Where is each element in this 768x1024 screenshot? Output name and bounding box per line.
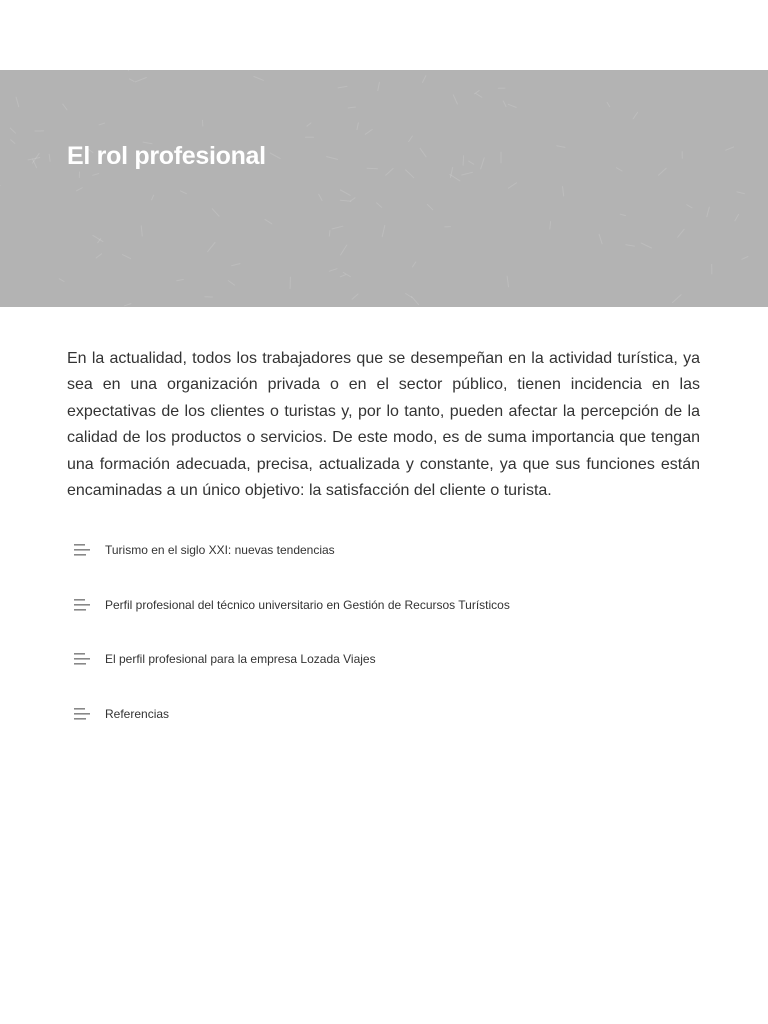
- banner-dash: [607, 102, 610, 106]
- banner-dash: [265, 219, 272, 223]
- banner-dash: [93, 235, 103, 241]
- banner-dash: [208, 243, 215, 252]
- banner-dash: [507, 276, 508, 287]
- banner-dash: [377, 203, 382, 208]
- banner-dash: [228, 281, 234, 286]
- banner-dash: [212, 209, 219, 216]
- banner-dash: [340, 190, 350, 195]
- banner-dash: [406, 294, 412, 298]
- toc-item-label: El perfil profesional para la empresa Lozada Viajes: [105, 652, 376, 666]
- banner-dash-pattern: [0, 70, 768, 307]
- banner-dash: [341, 245, 347, 255]
- intro-paragraph: En la actualidad, todos los trabajadores que se desempeñan en la actividad turística, ya sea en una organización privada o en el sector público, tienen incidencia en las expectativas de los clientes o turistas y, por lo tanto, pueden afectar la percepción de la calidad de los productos o servicios. De este modo, es de suma importancia que tengan una formación adecuada, precisa, actualizada y constante, ya que sus funciones están encaminadas a un único objetivo: la satisfacción del cliente o turista.: [67, 350, 700, 500]
- banner-dash: [409, 136, 413, 142]
- banner-dash: [329, 231, 330, 237]
- banner-dash: [427, 204, 433, 209]
- banner-dash: [365, 129, 372, 134]
- banner-dash: [707, 207, 710, 217]
- header-banner: [0, 70, 768, 307]
- banner-dash: [11, 140, 15, 144]
- banner-dash: [616, 168, 622, 171]
- banner-dash: [77, 188, 83, 191]
- banner-dash: [348, 107, 355, 108]
- banner-dash: [270, 153, 280, 159]
- banner-dash: [508, 104, 516, 107]
- banner-dash: [658, 168, 666, 175]
- toc-item-referencias[interactable]: [67, 701, 700, 727]
- banner-dash: [378, 82, 380, 90]
- banner-dash: [508, 183, 516, 188]
- banner-dash: [340, 275, 345, 277]
- banner-dash: [475, 91, 480, 94]
- text-lines-icon: [74, 599, 90, 611]
- banner-dash: [550, 222, 551, 230]
- toc-item-label: Turismo en el siglo XXI: nuevas tendencias: [105, 543, 335, 557]
- banner-dash: [469, 161, 474, 164]
- text-lines-icon: [74, 544, 90, 556]
- banner-dash: [620, 214, 625, 215]
- banner-dash: [423, 76, 426, 83]
- banner-dash: [352, 294, 358, 299]
- banner-dash: [181, 191, 187, 194]
- banner-dash: [130, 79, 135, 82]
- banner-dash: [687, 205, 692, 208]
- banner-dash: [177, 280, 184, 281]
- banner-dash: [382, 226, 385, 237]
- banner-dash: [254, 77, 264, 81]
- banner-dash: [386, 169, 393, 176]
- banner-dash: [141, 226, 142, 236]
- banner-dash: [329, 269, 337, 272]
- banner-dash: [412, 297, 419, 305]
- banner-dash: [343, 272, 350, 276]
- banner-dash: [319, 194, 322, 200]
- banner-dash: [626, 245, 635, 246]
- banner-dash: [125, 304, 131, 306]
- banner-dash: [413, 262, 416, 267]
- banner-dash: [742, 257, 748, 260]
- toc-item-label: Perfil profesional del técnico universitario en Gestión de Recursos Turísticos: [105, 597, 510, 612]
- banner-dash: [563, 187, 564, 196]
- banner-dash: [726, 147, 734, 150]
- banner-dash: [350, 198, 355, 201]
- banner-dash: [678, 229, 684, 237]
- banner-dash: [63, 104, 67, 110]
- banner-dash: [462, 172, 473, 175]
- banner-dash: [420, 148, 426, 157]
- table-of-contents: [67, 537, 700, 755]
- banner-dash: [122, 255, 130, 259]
- toc-item-perfil-lozada[interactable]: [67, 646, 700, 672]
- banner-dash: [332, 226, 343, 229]
- banner-dash: [367, 168, 377, 169]
- banner-dash: [96, 254, 101, 258]
- page-title: El rol profesional: [67, 142, 266, 170]
- toc-item-label: Referencias: [105, 706, 170, 721]
- toc-item-perfil-tecnico[interactable]: [67, 592, 700, 618]
- banner-dash: [633, 112, 637, 119]
- banner-dash: [152, 195, 154, 200]
- banner-dash: [99, 123, 104, 125]
- toc-item-turismo-siglo-xxi[interactable]: [67, 537, 700, 563]
- banner-dash: [406, 170, 414, 178]
- text-lines-icon: [74, 708, 90, 720]
- banner-dash: [128, 70, 135, 71]
- banner-dash: [307, 123, 311, 126]
- banner-dash: [599, 234, 602, 244]
- banner-dash: [641, 243, 651, 248]
- banner-dash: [481, 158, 485, 169]
- banner-dash: [737, 192, 745, 194]
- banner-dash: [93, 174, 99, 176]
- text-lines-icon: [74, 653, 90, 665]
- banner-dash: [557, 146, 565, 148]
- banner-dash: [450, 175, 460, 181]
- banner-dash: [735, 214, 739, 220]
- banner-dash: [49, 154, 50, 161]
- banner-dash: [232, 264, 240, 266]
- banner-dash: [10, 128, 15, 133]
- banner-dash: [340, 200, 351, 201]
- banner-dash: [16, 97, 19, 107]
- banner-dash: [673, 295, 682, 303]
- banner-dash: [357, 123, 358, 130]
- banner-dash: [59, 279, 64, 282]
- banner-dash: [453, 95, 457, 104]
- banner-dash: [338, 86, 347, 88]
- banner-dash: [503, 101, 506, 107]
- banner-dash: [463, 156, 464, 166]
- banner-dash: [135, 78, 146, 82]
- banner-dash: [476, 94, 482, 98]
- banner-dash: [28, 158, 40, 160]
- banner-dash: [327, 157, 338, 160]
